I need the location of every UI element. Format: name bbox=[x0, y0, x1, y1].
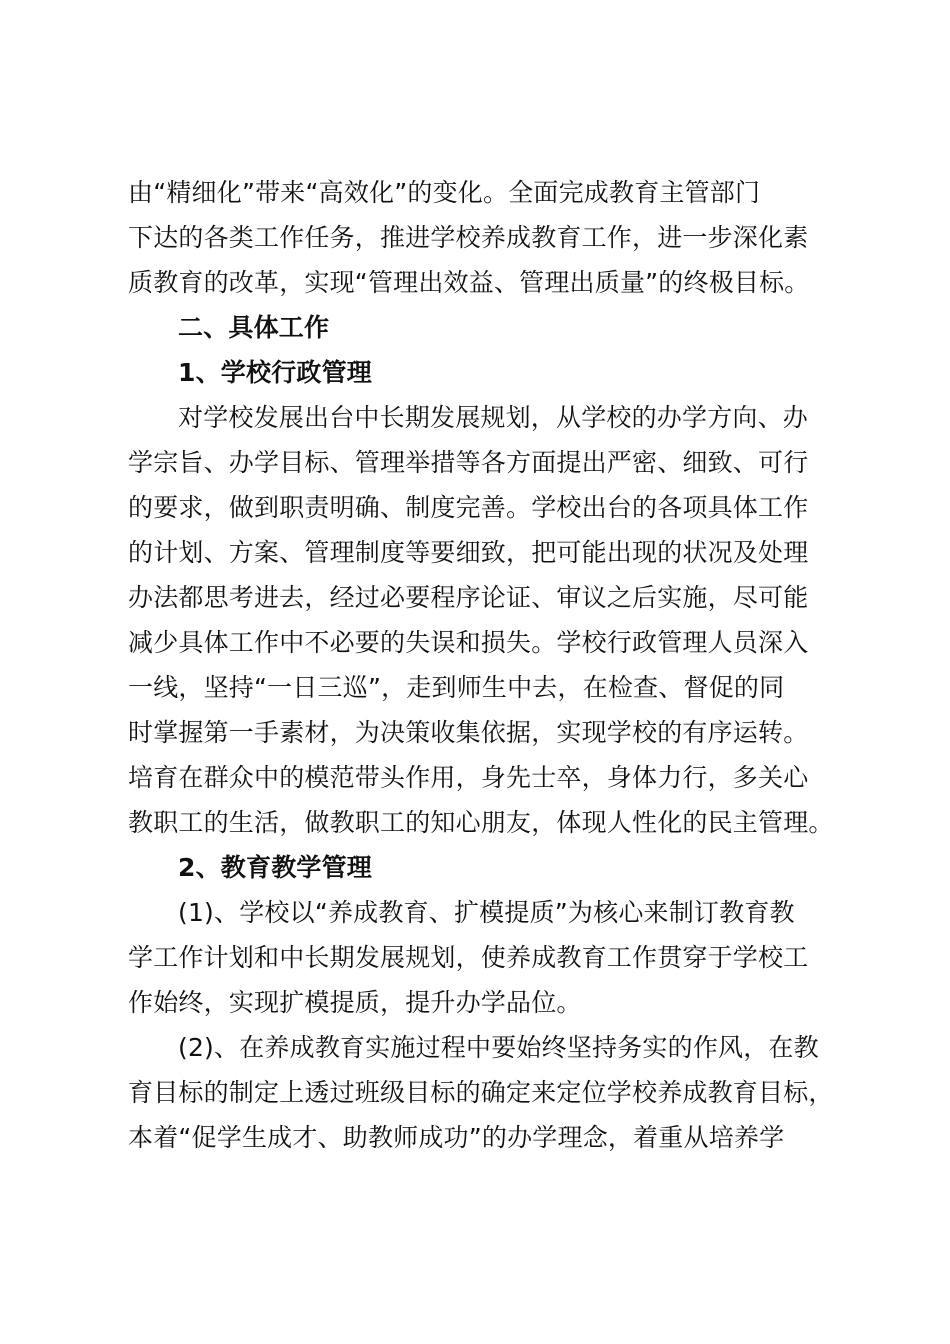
paragraph-line: 的要求，做到职责明确、制度完善。学校出台的各项具体工作 bbox=[128, 493, 809, 522]
paragraph-line: 由“精细化”带来“高效化”的变化。全面完成教育主管部门 bbox=[128, 178, 761, 207]
paragraph-line: 本着“促学生成才、助教师成功”的办学理念，着重从培养学 bbox=[128, 1123, 785, 1152]
paragraph-line: 质教育的改革，实现“管理出效益、管理出质量”的终极目标。 bbox=[128, 268, 810, 297]
paragraph-line: 教职工的生活，做教职工的知心朋友，体现人性化的民主管理。 bbox=[128, 808, 834, 837]
paragraph-line: 时掌握第一手素材，为决策收集依据，实现学校的有序运转。 bbox=[128, 718, 809, 747]
paragraph-line: (2)、在养成教育实施过程中要始终坚持务实的作风，在教 bbox=[178, 1033, 819, 1062]
paragraph-line: 对学校发展出台中长期发展规划，从学校的办学方向、办 bbox=[178, 403, 809, 432]
paragraph-line: 育目标的制定上透过班级目标的确定来定位学校养成教育目标， bbox=[128, 1078, 834, 1107]
paragraph-line: 的计划、方案、管理制度等要细致，把可能出现的状况及处理 bbox=[128, 538, 809, 567]
paragraph-line: 作始终，实现扩模提质，提升办学品位。 bbox=[128, 988, 582, 1017]
paragraph-line: 学宗旨、办学目标、管理举措等各方面提出严密、细致、可行 bbox=[128, 448, 809, 477]
section-heading: 二、具体工作 bbox=[178, 313, 330, 342]
subsection-heading: 1、学校行政管理 bbox=[178, 358, 372, 387]
paragraph-line: 减少具体工作中不必要的失误和损失。学校行政管理人员深入 bbox=[128, 628, 809, 657]
subsection-heading: 2、教育教学管理 bbox=[178, 853, 372, 882]
paragraph-line: 下达的各类工作任务，推进学校养成教育工作，进一步深化素 bbox=[128, 223, 809, 252]
paragraph-line: 一线，坚持“一日三巡”，走到师生中去，在检查、督促的同 bbox=[128, 673, 785, 702]
paragraph-line: 培育在群众中的模范带头作用，身先士卒，身体力行，多关心 bbox=[128, 763, 809, 792]
paragraph-line: 学工作计划和中长期发展规划，使养成教育工作贯穿于学校工 bbox=[128, 943, 809, 972]
paragraph-line: 办法都思考进去，经过必要程序论证、审议之后实施，尽可能 bbox=[128, 583, 809, 612]
paragraph-line: (1)、学校以“养成教育、扩模提质”为核心来制订教育教 bbox=[178, 898, 795, 927]
